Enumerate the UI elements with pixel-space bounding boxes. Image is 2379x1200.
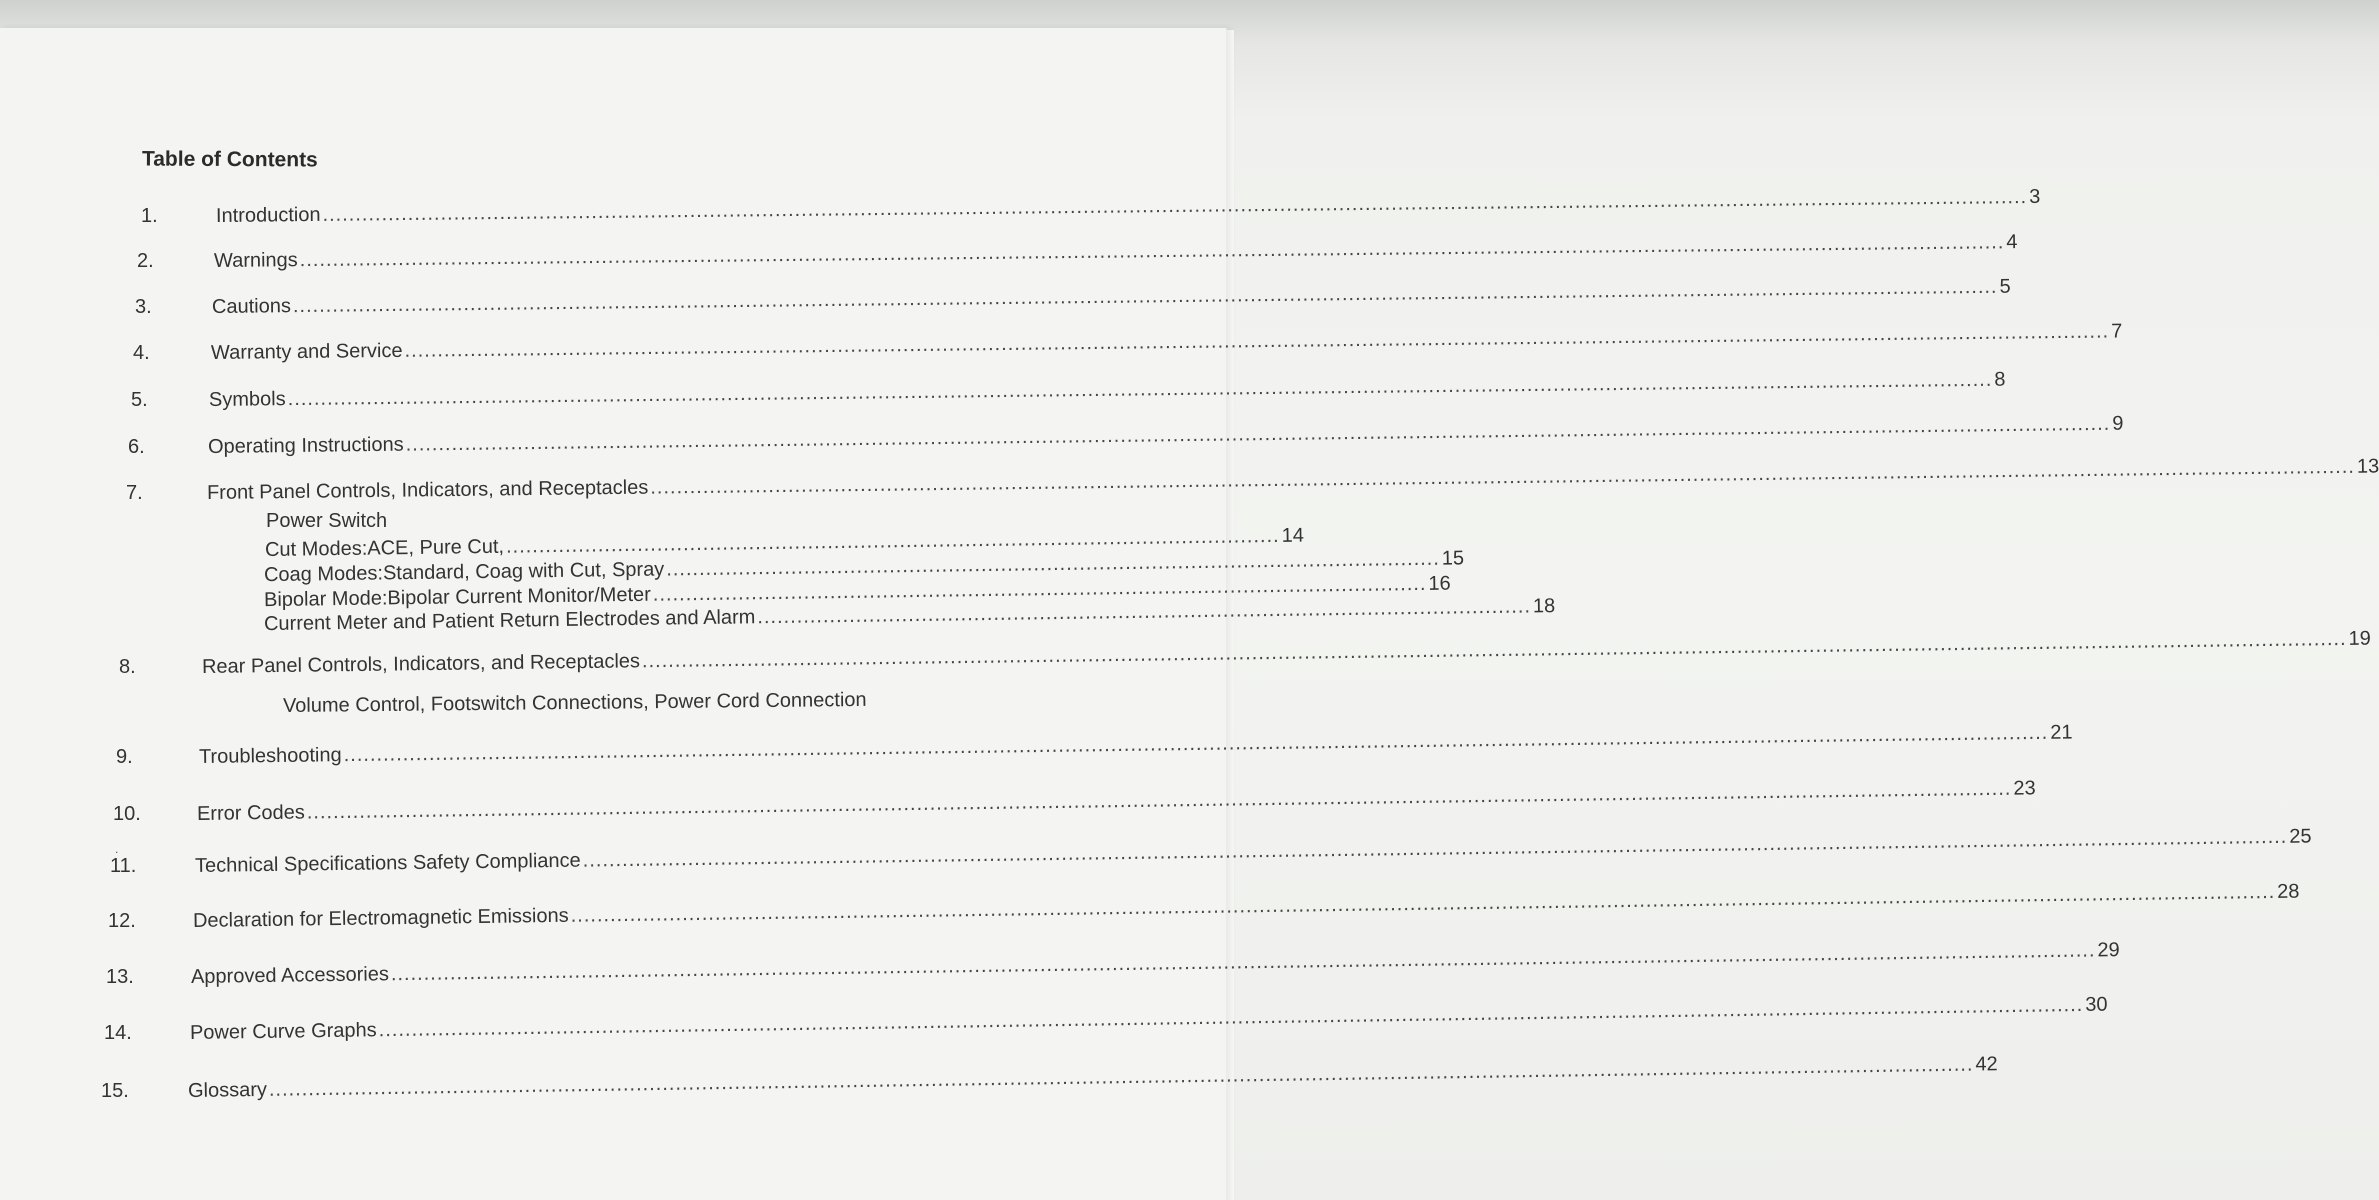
toc-entry-label: Error Codes xyxy=(196,801,305,825)
stray-mark: . xyxy=(115,842,119,856)
sub-page-number: 14 xyxy=(1281,524,1305,547)
leader-dots: .................................................................................................................................................................................................................................................................... xyxy=(404,320,2110,362)
toc-entry-label: Symbols xyxy=(208,388,286,411)
toc-entry-label: Technical Specifications Safety Compliance xyxy=(194,849,581,877)
toc-entry-label: Front Panel Controls, Indicators, and Receptacles xyxy=(206,476,649,504)
leader-dots: ...................................................................................................................... xyxy=(505,524,1280,558)
toc-entry-page-number: 29 xyxy=(2097,939,2120,962)
sub-value: Current Meter and Patient Return Electrodes and Alarm xyxy=(263,606,756,636)
toc-entry-number: 10. xyxy=(113,803,141,825)
sub-value: Standard, Coag with Cut, Spray xyxy=(382,558,665,585)
toc-entry-number: 6. xyxy=(128,436,145,458)
leader-dots: .................................................................................................................................................................................................................................................................... xyxy=(299,231,2005,272)
leader-dots: .................................................................................................................................................................................................................................................................... xyxy=(322,186,2028,226)
toc-entry-page-number: 8 xyxy=(1994,368,2006,391)
toc-entry-page-number: 30 xyxy=(2085,993,2108,1016)
toc-entry-page-number: 7 xyxy=(2111,320,2123,343)
leader-dots: .................................................................................................................................................................................................................................................................... xyxy=(306,777,2012,824)
toc-entry-page-number: 13 xyxy=(2356,455,2379,478)
toc-entry-number: 2. xyxy=(137,250,154,272)
toc-entry-number: 1. xyxy=(141,205,158,227)
leader-dots: .................................................................................................................................................................................................................................................................... xyxy=(343,721,2049,767)
leader-dots: .................................................................................................................................................................................................................................................................... xyxy=(405,412,2111,456)
leader-dots: .................................................................................................................................................................................................................................................................... xyxy=(287,368,1993,411)
leader-dots: .................................................................................................................................................................................................................................................................... xyxy=(570,880,2276,927)
toc-entry-number: 14. xyxy=(104,1022,132,1044)
toc-entry-page-number: 9 xyxy=(2112,412,2124,435)
sub-value: ACE, Pure Cut, xyxy=(367,535,505,560)
toc-entry-number: 15. xyxy=(101,1080,129,1102)
leader-dots: .................................................................................................................................................................................................................................................................... xyxy=(650,455,2356,499)
toc-subitem-power-switch: Power Switch xyxy=(266,510,388,532)
toc-entry-label: Warnings xyxy=(213,249,298,272)
sub-page-number: 15 xyxy=(1441,547,1465,570)
sub-key: Cut Modes: xyxy=(264,537,368,562)
toc-entry-number: 3. xyxy=(135,296,152,318)
leader-dots: .................................................................................................................................................................................................................................................................... xyxy=(390,939,2096,986)
leader-dots: .................................................................................................................................................................................................................................................................... xyxy=(292,275,1998,318)
toc-entry-page-number: 21 xyxy=(2050,721,2073,744)
toc-entry-label: Declaration for Electromagnetic Emissions xyxy=(192,904,569,932)
toc-entry-number: 4. xyxy=(133,342,150,364)
leader-dots: ...................................................................................................................... xyxy=(666,547,1440,581)
toc-subitem-rear-panel: Volume Control, Footswitch Connections, Power Cord Connection xyxy=(282,688,867,718)
sub-page-number: 18 xyxy=(1532,595,1556,618)
toc-entry-label: Glossary xyxy=(187,1078,268,1102)
toc-entry-number: 12. xyxy=(108,910,136,932)
toc-entry-number: 9. xyxy=(116,746,133,768)
toc-entry-label: Rear Panel Controls, Indicators, and Receptacles xyxy=(201,650,641,678)
page-title: Table of Contents xyxy=(141,147,318,172)
toc-entry-label: Warranty and Service xyxy=(210,339,403,364)
sub-key: Bipolar Mode: xyxy=(263,587,388,612)
sub-key: Coag Modes: xyxy=(263,562,384,587)
toc-entry-number: 7. xyxy=(126,482,143,504)
toc-entry-label: Troubleshooting xyxy=(198,744,342,768)
toc-entry-label: Introduction xyxy=(215,203,321,227)
toc-entry-page-number: 19 xyxy=(2348,627,2371,650)
toc-entry-page-number: 23 xyxy=(2013,777,2036,800)
leader-dots: ...................................................................................................................... xyxy=(757,595,1532,629)
leader-dots: .................................................................................................................................................................................................................................................................... xyxy=(378,993,2084,1042)
toc-entry-label: Approved Accessories xyxy=(190,963,390,988)
toc-entry-label: Cautions xyxy=(211,295,292,318)
toc-entry-page-number: 25 xyxy=(2289,825,2312,848)
toc-entry-page-number: 3 xyxy=(2029,185,2041,209)
toc-entry-label: Power Curve Graphs xyxy=(189,1019,377,1044)
toc-entry-number: 13. xyxy=(106,966,134,988)
toc-entry-page-number: 28 xyxy=(2277,880,2300,903)
toc-entry-page-number: 42 xyxy=(1975,1053,1998,1076)
toc-entry-number: 8. xyxy=(119,656,136,678)
leader-dots: .................................................................................................................................................................................................................................................................... xyxy=(582,825,2288,872)
sub-value: Bipolar Current Monitor/Meter xyxy=(387,583,651,610)
toc-entry-label: Operating Instructions xyxy=(207,433,404,458)
sub-page-number: 16 xyxy=(1428,572,1451,595)
toc-entry-number: 5. xyxy=(131,389,148,411)
toc-entry-number: 11. xyxy=(110,855,137,877)
leader-dots: .................................................................................................................................................................................................................................................................... xyxy=(641,627,2347,673)
toc-entry-page-number: 5 xyxy=(1999,275,2011,298)
toc-entry-page-number: 4 xyxy=(2006,231,2018,254)
leader-dots: ...................................................................................................................... xyxy=(652,572,1427,606)
leader-dots: .................................................................................................................................................................................................................................................................... xyxy=(268,1053,1974,1101)
